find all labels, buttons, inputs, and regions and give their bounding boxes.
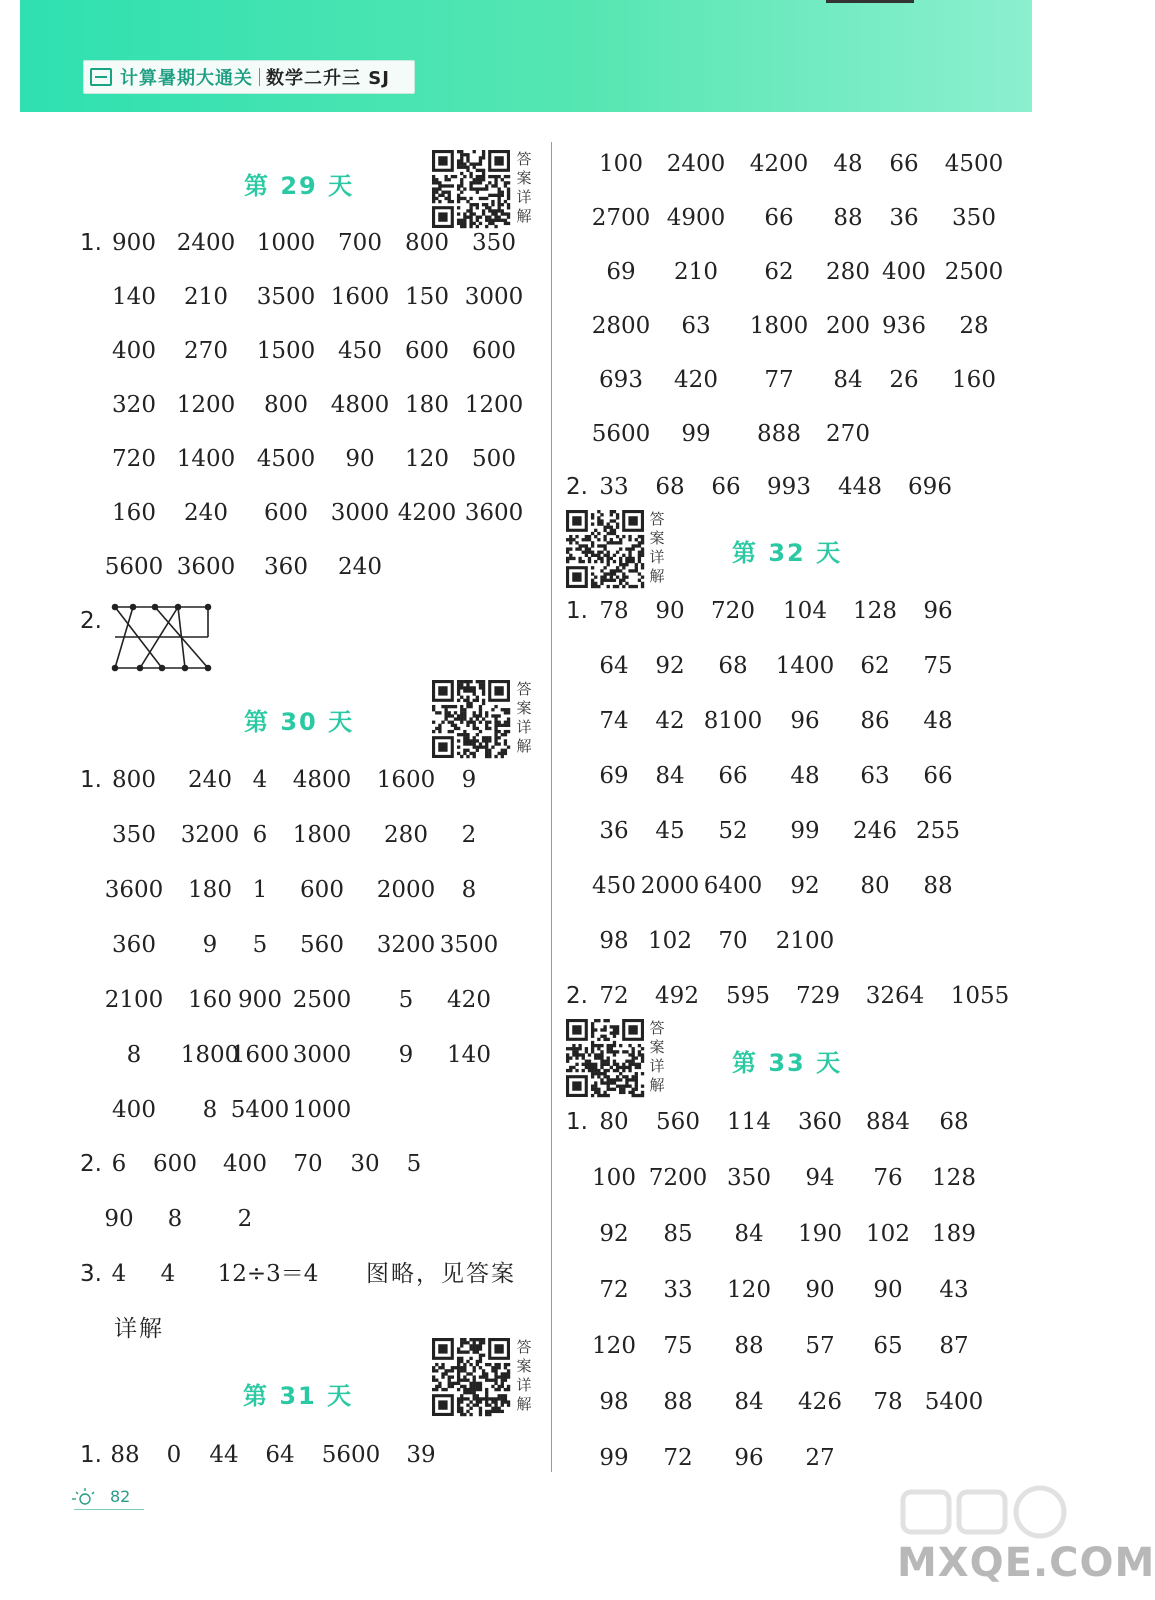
page-number: 82 <box>110 1487 131 1506</box>
answer-value: 1 <box>252 877 268 903</box>
answer-value: 1800 <box>292 822 352 848</box>
answer-value: 39 <box>406 1442 436 1468</box>
answer-value: 3200 <box>180 822 240 848</box>
answer-value: 28 <box>959 313 989 339</box>
answer-value: 104 <box>783 598 827 624</box>
answer-value: 4 <box>160 1261 176 1287</box>
answer-value: 72 <box>599 1277 629 1303</box>
day-31-title: 第 31 天 <box>243 1382 354 1410</box>
answer-value: 3600 <box>104 877 164 903</box>
page-number-underline <box>74 1509 144 1510</box>
answer-value: 1055 <box>950 983 1010 1009</box>
answer-value: 729 <box>796 983 840 1009</box>
answer-value: 350 <box>952 205 996 231</box>
answer-value: 90 <box>345 446 375 472</box>
header-title-bar <box>83 60 415 94</box>
answer-value: 400 <box>882 259 926 285</box>
answer-value: 63 <box>860 763 890 789</box>
answer-value: 33 <box>663 1277 693 1303</box>
answer-value: 2 <box>237 1206 253 1232</box>
answer-value: 884 <box>866 1109 910 1135</box>
answer-value: 200 <box>826 313 870 339</box>
answer-value: 180 <box>405 392 449 418</box>
answer-value: 62 <box>860 653 890 679</box>
day-30-title: 第 30 天 <box>244 708 355 736</box>
qr-code-icon[interactable] <box>566 510 644 588</box>
answer-value: 69 <box>606 259 636 285</box>
question-label: 1. <box>80 1442 102 1468</box>
answer-value: 9 <box>398 1042 414 1068</box>
answer-value: 2100 <box>775 928 835 954</box>
answer-value: 48 <box>833 151 863 177</box>
answer-value: 350 <box>727 1165 771 1191</box>
answer-value: 2800 <box>591 313 651 339</box>
answer-value: 75 <box>663 1333 693 1359</box>
answer-value: 7200 <box>648 1165 708 1191</box>
answer-value: 27 <box>805 1445 835 1471</box>
answer-value: 5600 <box>591 421 651 447</box>
answer-value: 900 <box>112 230 156 256</box>
answer-value: 600 <box>264 500 308 526</box>
answer-value: 210 <box>674 259 718 285</box>
answer-value: 4900 <box>666 205 726 231</box>
answer-value: 85 <box>663 1221 693 1247</box>
answer-value: 30 <box>350 1151 380 1177</box>
answer-value: 2500 <box>944 259 1004 285</box>
answer-value: 600 <box>405 338 449 364</box>
answer-value: 280 <box>384 822 428 848</box>
answer-value: 160 <box>188 987 232 1013</box>
answer-value: 100 <box>592 1165 636 1191</box>
answer-value: 66 <box>889 151 919 177</box>
answer-note: 图略，见答案 <box>366 1261 516 1287</box>
answer-value: 76 <box>873 1165 903 1191</box>
answer-value: 4500 <box>256 446 316 472</box>
answer-value: 270 <box>184 338 228 364</box>
answer-note: 详解 <box>114 1316 164 1342</box>
answer-value: 84 <box>655 763 685 789</box>
question-label: 2. <box>566 983 588 1009</box>
answer-value: 1800 <box>749 313 809 339</box>
answer-value: 1200 <box>464 392 524 418</box>
answer-value: 72 <box>663 1445 693 1471</box>
question-label: 1. <box>80 230 102 256</box>
answer-value: 800 <box>112 767 156 793</box>
answer-value: 26 <box>889 367 919 393</box>
answer-value: 66 <box>764 205 794 231</box>
answer-value: 400 <box>223 1151 267 1177</box>
answer-value: 1000 <box>256 230 316 256</box>
answer-value: 72 <box>599 983 629 1009</box>
answer-value: 57 <box>805 1333 835 1359</box>
answer-value: 5400 <box>230 1097 290 1123</box>
answer-value: 128 <box>853 598 897 624</box>
answer-value: 180 <box>188 877 232 903</box>
answer-value: 800 <box>264 392 308 418</box>
answer-value: 114 <box>727 1109 771 1135</box>
qr-label: 答案详解 <box>649 1019 665 1094</box>
answer-value: 4500 <box>944 151 1004 177</box>
answer-value: 360 <box>264 554 308 580</box>
answer-value: 100 <box>599 151 643 177</box>
answer-value: 84 <box>734 1221 764 1247</box>
question-label: 2. <box>566 474 588 500</box>
answer-value: 84 <box>833 367 863 393</box>
qr-code-icon[interactable] <box>566 1019 644 1097</box>
answer-value: 5600 <box>104 554 164 580</box>
answer-value: 4200 <box>397 500 457 526</box>
answer-value: 3600 <box>464 500 524 526</box>
answer-value: 3600 <box>176 554 236 580</box>
answer-value: 5 <box>406 1151 422 1177</box>
answer-value: 160 <box>952 367 996 393</box>
answer-value: 63 <box>681 313 711 339</box>
answer-value: 189 <box>932 1221 976 1247</box>
answer-value: 68 <box>939 1109 969 1135</box>
answer-value: 68 <box>718 653 748 679</box>
answer-value: 720 <box>112 446 156 472</box>
answer-value: 65 <box>873 1333 903 1359</box>
answer-value: 62 <box>764 259 794 285</box>
question-label: 3. <box>80 1261 102 1287</box>
answer-value: 43 <box>939 1277 969 1303</box>
answer-value: 90 <box>655 598 685 624</box>
answer-value: 120 <box>592 1333 636 1359</box>
answer-value: 420 <box>447 987 491 1013</box>
question-label: 1. <box>80 767 102 793</box>
answer-value: 2000 <box>376 877 436 903</box>
answer-value: 1600 <box>330 284 390 310</box>
answer-value: 560 <box>300 932 344 958</box>
answer-value: 2500 <box>292 987 352 1013</box>
answer-value: 4200 <box>749 151 809 177</box>
answer-value: 2000 <box>640 873 700 899</box>
answer-value: 90 <box>104 1206 134 1232</box>
answer-value: 88 <box>734 1333 764 1359</box>
answer-value: 120 <box>405 446 449 472</box>
answer-value: 8 <box>167 1206 183 1232</box>
answer-value: 78 <box>873 1389 903 1415</box>
answer-value: 66 <box>711 474 741 500</box>
answer-value: 52 <box>718 818 748 844</box>
answer-value: 350 <box>112 822 156 848</box>
answer-value: 492 <box>655 983 699 1009</box>
answer-value: 160 <box>112 500 156 526</box>
answer-value: 1500 <box>256 338 316 364</box>
answer-value: 48 <box>790 763 820 789</box>
answer-value: 1600 <box>230 1042 290 1068</box>
qr-code-icon[interactable] <box>432 680 510 758</box>
answer-value: 5400 <box>924 1389 984 1415</box>
answer-value: 3000 <box>292 1042 352 1068</box>
answer-value: 86 <box>860 708 890 734</box>
question-label: 1. <box>566 1109 588 1135</box>
answer-value: 92 <box>790 873 820 899</box>
answer-value: 88 <box>110 1442 140 1468</box>
answer-value: 255 <box>916 818 960 844</box>
line-matching-diagram <box>110 603 214 673</box>
answer-value: 3264 <box>865 983 925 1009</box>
answer-value: 70 <box>293 1151 323 1177</box>
answer-value: 400 <box>112 1097 156 1123</box>
answer-value: 600 <box>153 1151 197 1177</box>
top-edge-mark <box>826 0 914 3</box>
answer-value: 80 <box>860 873 890 899</box>
answer-value: 8100 <box>703 708 763 734</box>
answer-value: 84 <box>734 1389 764 1415</box>
answer-value: 99 <box>681 421 711 447</box>
answer-value: 64 <box>599 653 629 679</box>
qr-code-icon[interactable] <box>432 1338 510 1416</box>
answer-value: 5 <box>398 987 414 1013</box>
answer-value: 426 <box>798 1389 842 1415</box>
answer-value: 87 <box>939 1333 969 1359</box>
answer-value: 240 <box>184 500 228 526</box>
answer-value: 420 <box>674 367 718 393</box>
answer-value: 4 <box>252 767 268 793</box>
sun-icon <box>70 1486 96 1508</box>
day-33-title: 第 33 天 <box>732 1049 843 1077</box>
answer-value: 720 <box>711 598 755 624</box>
question-label: 1. <box>566 598 588 624</box>
answer-value: 4800 <box>330 392 390 418</box>
day-29-title: 第 29 天 <box>244 172 355 200</box>
answer-value: 96 <box>923 598 953 624</box>
answer-value: 48 <box>923 708 953 734</box>
answer-value: 64 <box>265 1442 295 1468</box>
answer-value: 96 <box>734 1445 764 1471</box>
answer-value: 36 <box>889 205 919 231</box>
answer-value: 900 <box>238 987 282 1013</box>
answer-value: 102 <box>648 928 692 954</box>
day-32-title: 第 32 天 <box>732 539 843 567</box>
watermark-text: MXQE.COM <box>897 1540 1155 1586</box>
answer-equation: 12÷3＝4 <box>217 1261 319 1287</box>
qr-code-icon[interactable] <box>432 150 510 228</box>
answer-value: 0 <box>166 1442 182 1468</box>
answer-value: 102 <box>866 1221 910 1247</box>
answer-value: 45 <box>655 818 685 844</box>
answer-value: 99 <box>790 818 820 844</box>
answer-value: 90 <box>873 1277 903 1303</box>
answer-value: 5600 <box>321 1442 381 1468</box>
answer-value: 350 <box>472 230 516 256</box>
header-separator <box>259 68 260 86</box>
answer-value: 9 <box>461 767 477 793</box>
answer-value: 4 <box>111 1261 127 1287</box>
answer-value: 2 <box>461 822 477 848</box>
answer-value: 1000 <box>292 1097 352 1123</box>
question-label: 2. <box>80 1151 102 1177</box>
answer-value: 693 <box>599 367 643 393</box>
answer-value: 2400 <box>666 151 726 177</box>
answer-value: 1400 <box>775 653 835 679</box>
answer-value: 1200 <box>176 392 236 418</box>
answer-value: 36 <box>599 818 629 844</box>
answer-value: 80 <box>599 1109 629 1135</box>
answer-value: 98 <box>599 928 629 954</box>
answer-value: 99 <box>599 1445 629 1471</box>
answer-value: 1800 <box>180 1042 240 1068</box>
answer-value: 77 <box>764 367 794 393</box>
answer-value: 595 <box>726 983 770 1009</box>
answer-value: 70 <box>718 928 748 954</box>
answer-value: 3000 <box>464 284 524 310</box>
answer-value: 2700 <box>591 205 651 231</box>
answer-value: 210 <box>184 284 228 310</box>
answer-value: 400 <box>112 338 156 364</box>
answer-value: 150 <box>405 284 449 310</box>
answer-value: 42 <box>655 708 685 734</box>
answer-value: 88 <box>663 1389 693 1415</box>
answer-value: 4800 <box>292 767 352 793</box>
answer-value: 2100 <box>104 987 164 1013</box>
answer-value: 8 <box>461 877 477 903</box>
answer-value: 44 <box>209 1442 239 1468</box>
answer-value: 800 <box>405 230 449 256</box>
qr-label: 答案详解 <box>649 510 665 585</box>
answer-value: 33 <box>599 474 629 500</box>
answer-value: 9 <box>202 932 218 958</box>
answer-value: 140 <box>447 1042 491 1068</box>
answer-value: 936 <box>882 313 926 339</box>
answer-value: 360 <box>112 932 156 958</box>
answer-value: 190 <box>798 1221 842 1247</box>
book-icon <box>90 68 112 86</box>
answer-value: 320 <box>112 392 156 418</box>
answer-value: 78 <box>599 598 629 624</box>
answer-value: 74 <box>599 708 629 734</box>
answer-value: 94 <box>805 1165 835 1191</box>
answer-value: 450 <box>592 873 636 899</box>
answer-value: 8 <box>126 1042 142 1068</box>
answer-value: 120 <box>727 1277 771 1303</box>
answer-value: 560 <box>656 1109 700 1135</box>
series-name: 计算暑期大通关 <box>120 68 253 89</box>
answer-value: 5 <box>252 932 268 958</box>
answer-value: 6400 <box>703 873 763 899</box>
column-divider <box>551 142 552 1472</box>
answer-value: 700 <box>338 230 382 256</box>
answer-value: 240 <box>188 767 232 793</box>
qr-label: 答案详解 <box>516 1338 532 1413</box>
answer-value: 8 <box>202 1097 218 1123</box>
answer-value: 448 <box>838 474 882 500</box>
answer-value: 2400 <box>176 230 236 256</box>
answer-value: 68 <box>655 474 685 500</box>
qr-label: 答案详解 <box>516 150 532 225</box>
answer-value: 280 <box>826 259 870 285</box>
answer-value: 993 <box>767 474 811 500</box>
answer-value: 6 <box>111 1151 127 1177</box>
answer-value: 128 <box>932 1165 976 1191</box>
answer-value: 3200 <box>376 932 436 958</box>
answer-value: 246 <box>853 818 897 844</box>
answer-value: 600 <box>300 877 344 903</box>
answer-value: 66 <box>923 763 953 789</box>
answer-value: 96 <box>790 708 820 734</box>
answer-value: 88 <box>833 205 863 231</box>
qr-label: 答案详解 <box>516 680 532 755</box>
header-band <box>20 0 1032 112</box>
answer-value: 90 <box>805 1277 835 1303</box>
answer-value: 66 <box>718 763 748 789</box>
answer-value: 3500 <box>256 284 316 310</box>
answer-value: 1400 <box>176 446 236 472</box>
answer-value: 92 <box>655 653 685 679</box>
answer-value: 6 <box>252 822 268 848</box>
answer-value: 3500 <box>439 932 499 958</box>
answer-value: 500 <box>472 446 516 472</box>
answer-value: 75 <box>923 653 953 679</box>
answer-value: 88 <box>923 873 953 899</box>
answer-value: 600 <box>472 338 516 364</box>
answer-value: 450 <box>338 338 382 364</box>
answer-value: 888 <box>757 421 801 447</box>
answer-value: 1600 <box>376 767 436 793</box>
answer-value: 270 <box>826 421 870 447</box>
answer-value: 3000 <box>330 500 390 526</box>
question-label: 2. <box>80 608 102 634</box>
answer-value: 92 <box>599 1221 629 1247</box>
answer-value: 696 <box>908 474 952 500</box>
answer-value: 98 <box>599 1389 629 1415</box>
book-name: 数学二升三 SJ <box>266 68 390 89</box>
answer-value: 140 <box>112 284 156 310</box>
answer-value: 360 <box>798 1109 842 1135</box>
answer-value: 240 <box>338 554 382 580</box>
answer-value: 69 <box>599 763 629 789</box>
